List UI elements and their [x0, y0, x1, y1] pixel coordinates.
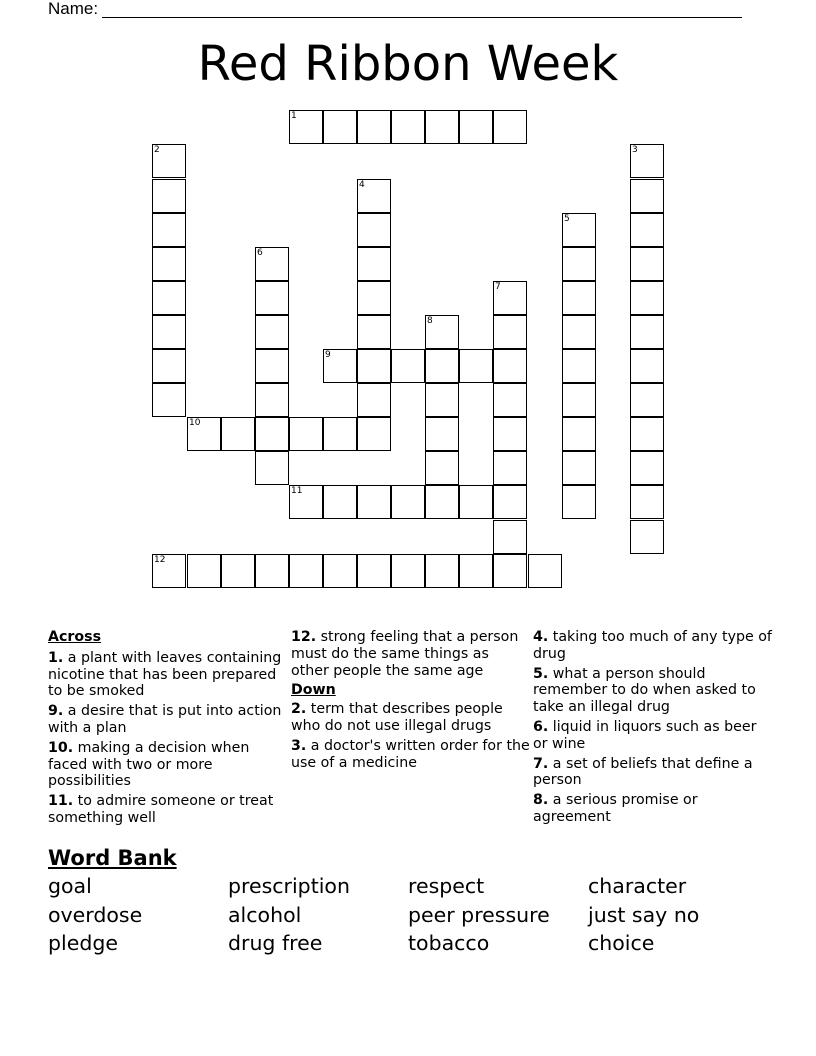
crossword-cell[interactable]	[562, 281, 596, 315]
across-clues	[48, 629, 288, 830]
crossword-cell[interactable]	[425, 485, 459, 519]
clue-across-1: 1. a plant with leaves containing nicotine that has been prepared to be smoked	[48, 649, 282, 700]
clue-down-8: 8. a serious promise or agreement	[533, 792, 698, 825]
down-clues	[533, 629, 773, 829]
clue-number: 9	[325, 350, 331, 360]
clue-across-10: 10. making a decision when faced with two or more possibilities	[48, 739, 250, 790]
crossword-cell[interactable]	[152, 349, 186, 383]
clue-number: 5	[564, 214, 570, 224]
clue-across-9: 9. a desire that is put into action with a plan	[48, 703, 282, 736]
crossword-cell[interactable]	[221, 554, 255, 588]
crossword-cell[interactable]	[255, 554, 289, 588]
crossword-cell[interactable]	[391, 485, 425, 519]
crossword-cell[interactable]	[357, 281, 391, 315]
clue-number: 2	[154, 145, 160, 155]
crossword-cell[interactable]	[152, 247, 186, 281]
crossword-cell[interactable]	[187, 417, 221, 451]
page-title: Red Ribbon Week	[197, 36, 619, 92]
crossword-cell[interactable]	[323, 110, 357, 144]
crossword-cell[interactable]	[562, 247, 596, 281]
crossword-cell[interactable]	[289, 417, 323, 451]
word-bank-item: character	[588, 874, 687, 898]
crossword-cell[interactable]	[459, 554, 493, 588]
crossword-cell[interactable]	[493, 349, 527, 383]
crossword-cell[interactable]	[152, 315, 186, 349]
crossword-cell[interactable]	[459, 349, 493, 383]
middle-clues	[291, 629, 531, 774]
crossword-cell[interactable]	[493, 417, 527, 451]
crossword-cell[interactable]	[425, 451, 459, 485]
word-bank-item: peer pressure	[408, 903, 550, 927]
clue-down-7: 7. a set of beliefs that define a person	[533, 755, 753, 789]
clue-number: 11	[291, 486, 303, 496]
crossword-cell[interactable]	[493, 281, 527, 315]
crossword-cell[interactable]	[152, 144, 186, 178]
word-bank-item: overdose	[48, 903, 143, 927]
name-label: Name:	[48, 0, 99, 18]
crossword-cell[interactable]	[323, 554, 357, 588]
word-bank-item: goal	[48, 874, 92, 898]
crossword-cell[interactable]	[425, 383, 459, 417]
crossword-cell[interactable]	[630, 315, 664, 349]
crossword-cell[interactable]	[528, 554, 562, 588]
clue-down-2: 2. term that describes people who do not use illegal drugs	[291, 701, 503, 734]
crossword-cell[interactable]	[630, 383, 664, 417]
crossword-cell[interactable]	[357, 315, 391, 349]
crossword-cell[interactable]	[357, 110, 391, 144]
crossword-cell[interactable]	[152, 213, 186, 247]
crossword-cell[interactable]	[630, 144, 664, 178]
crossword-cell[interactable]	[357, 554, 391, 588]
crossword-cell[interactable]	[562, 451, 596, 485]
clue-number: 12	[154, 555, 166, 565]
word-bank-item: drug free	[228, 931, 323, 955]
word-bank-item: alcohol	[228, 903, 302, 927]
crossword-cell[interactable]	[459, 485, 493, 519]
clue-number: 1	[291, 111, 297, 121]
crossword-cell[interactable]	[562, 485, 596, 519]
crossword-cell[interactable]	[425, 554, 459, 588]
clue-across-11: 11. to admire someone or treat something well	[48, 793, 274, 826]
clue-down-4: 4. taking too much of any type of drug	[533, 629, 772, 662]
crossword-cell[interactable]	[391, 349, 425, 383]
crossword-cell[interactable]	[289, 554, 323, 588]
crossword-cell[interactable]	[357, 247, 391, 281]
across-heading: Across	[48, 629, 102, 645]
crossword-cell[interactable]	[562, 349, 596, 383]
clue-down-3: 3. a doctor's written order for the use of a medicine	[291, 737, 530, 771]
crossword-cell[interactable]	[255, 349, 289, 383]
crossword-cell[interactable]	[630, 247, 664, 281]
crossword-cell[interactable]	[562, 213, 596, 247]
crossword-cell[interactable]	[425, 349, 459, 383]
clue-down-5: 5. what a person should remember to do when asked to take an illegal drug	[533, 665, 756, 716]
crossword-cell[interactable]	[562, 315, 596, 349]
crossword-cell[interactable]	[255, 281, 289, 315]
crossword-cell[interactable]	[630, 281, 664, 315]
crossword-cell[interactable]	[562, 383, 596, 417]
crossword-cell[interactable]	[357, 213, 391, 247]
crossword-cell[interactable]	[630, 213, 664, 247]
clue-number: 8	[427, 316, 433, 326]
crossword-cell[interactable]	[391, 554, 425, 588]
crossword-cell[interactable]	[255, 383, 289, 417]
word-bank-item: respect	[408, 874, 485, 898]
crossword-cell[interactable]	[357, 417, 391, 451]
clue-down-6: 6. liquid in liquors such as beer or wine	[533, 718, 757, 752]
crossword-cell[interactable]	[357, 485, 391, 519]
crossword-cell[interactable]	[152, 383, 186, 417]
crossword-cell[interactable]	[425, 315, 459, 349]
crossword-cell[interactable]	[255, 417, 289, 451]
crossword-cell[interactable]	[493, 110, 527, 144]
crossword-cell[interactable]	[630, 451, 664, 485]
word-bank-item: pledge	[48, 931, 118, 955]
clue-number: 7	[495, 282, 501, 292]
crossword-cell[interactable]	[255, 315, 289, 349]
crossword-cell[interactable]	[630, 349, 664, 383]
clue-across-12: 12. strong feeling that a person must do the same things as other people the same age	[291, 629, 519, 679]
crossword-cell[interactable]	[630, 417, 664, 451]
clue-number: 4	[359, 180, 365, 190]
crossword-cell[interactable]	[152, 281, 186, 315]
crossword-cell[interactable]	[425, 110, 459, 144]
word-bank-item: choice	[588, 931, 655, 955]
crossword-cell[interactable]	[493, 451, 527, 485]
crossword-cell[interactable]	[630, 179, 664, 213]
down-heading: Down	[291, 682, 336, 699]
crossword-cell[interactable]	[357, 179, 391, 213]
crossword-cell[interactable]	[630, 485, 664, 519]
word-bank-title: Word Bank	[48, 846, 177, 870]
crossword-cell[interactable]	[323, 417, 357, 451]
word-bank-item: just say no	[588, 903, 700, 927]
crossword-cell[interactable]	[562, 417, 596, 451]
crossword-cell[interactable]	[493, 554, 527, 588]
crossword-cell[interactable]	[255, 247, 289, 281]
crossword-cell[interactable]	[493, 485, 527, 519]
crossword-cell[interactable]	[152, 554, 186, 588]
crossword-cell[interactable]	[289, 110, 323, 144]
crossword-cell[interactable]	[391, 110, 425, 144]
crossword-cell[interactable]	[357, 383, 391, 417]
crossword-cell[interactable]	[187, 554, 221, 588]
crossword-cell[interactable]	[323, 485, 357, 519]
crossword-cell[interactable]	[323, 349, 357, 383]
crossword-cell[interactable]	[630, 520, 664, 554]
crossword-cell[interactable]	[152, 179, 186, 213]
clue-number: 3	[632, 145, 638, 155]
crossword-cell[interactable]	[357, 349, 391, 383]
crossword-cell[interactable]	[255, 451, 289, 485]
word-bank-item: prescription	[228, 874, 350, 898]
clue-number: 10	[189, 418, 201, 428]
clue-number: 6	[257, 248, 263, 258]
word-bank-item: tobacco	[408, 931, 490, 955]
crossword-cell[interactable]	[493, 520, 527, 554]
crossword-cell[interactable]	[459, 110, 493, 144]
crossword-cell[interactable]	[289, 485, 323, 519]
crossword-cell[interactable]	[221, 417, 255, 451]
crossword-cell[interactable]	[425, 417, 459, 451]
crossword-cell[interactable]	[493, 383, 527, 417]
crossword-cell[interactable]	[493, 315, 527, 349]
